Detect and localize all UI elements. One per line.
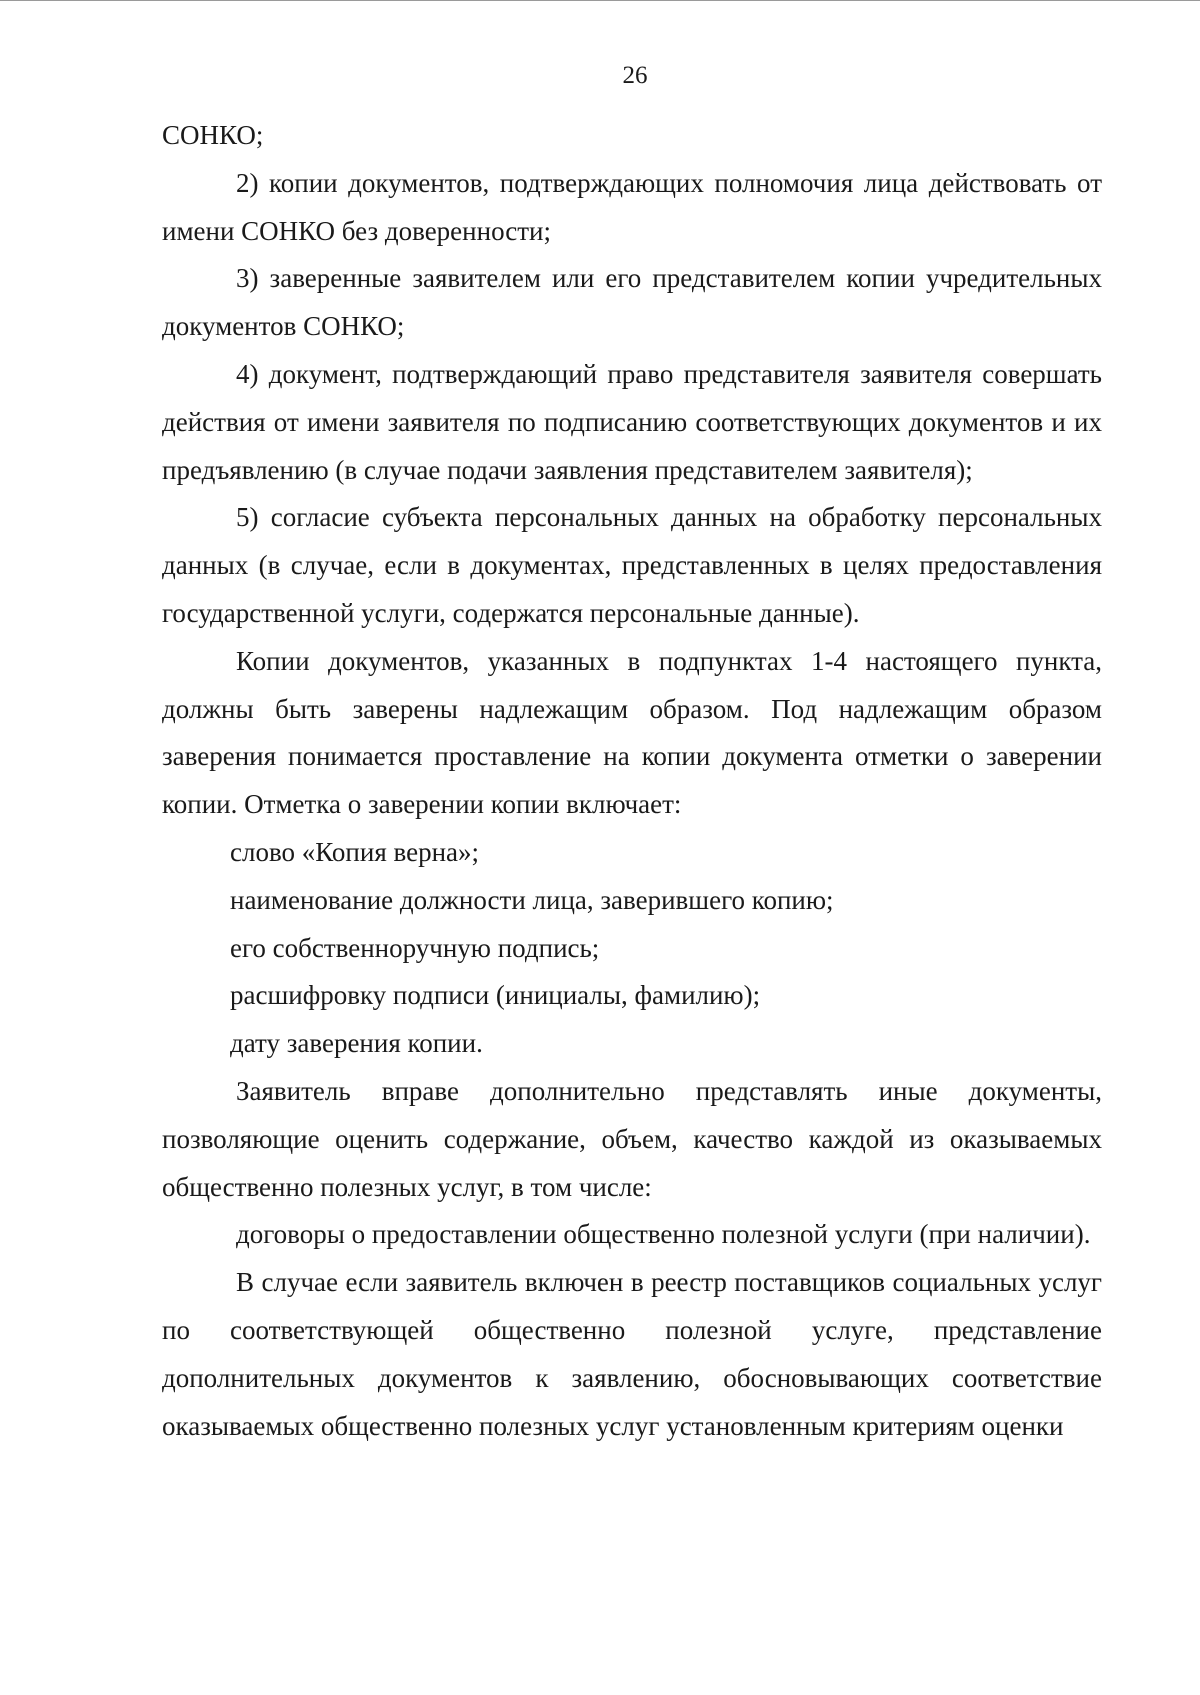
paragraph-contracts: договоры о предоставлении общественно полезной услуги (при наличии). [236,1219,1091,1250]
list-item-5: 5) согласие субъекта персональных данных на обработку персональных данных (в случае, если в документах, представленных в целях предоставления государственной услуги, содержатся персональные данные). [162,502,1102,628]
page-top-edge [0,0,1200,1]
list-item-2: 2) копии документов, подтверждающих полномочия лица действовать от имени СОНКО без доверенности; [162,167,1102,246]
certification-item-position: наименование должности лица, заверившего копию; [230,884,834,915]
document-body [162,112,1102,1450]
list-item-3: 3) заверенные заявителем или его представителем копии учредительных документов СОНКО; [162,263,1102,342]
page-number: 26 [622,62,648,89]
certification-item-copy-correct: слово «Копия верна»; [230,836,480,867]
paragraph-copies-certification: Копии документов, указанных в подпунктах 1-4 настоящего пункта, должны быть заверены надлежащим образом. Под надлежащим образом заверения понимается проставление на копии документа отметки о заверении копии. Отметка о заверении копии включает: [162,645,1102,820]
list-item-4: 4) документ, подтверждающий право представителя заявителя совершать действия от имени заявителя по подписанию соответствующих документов и их предъявлению (в случае подачи заявления представителем заявителя); [162,358,1102,485]
paragraph-sonko-continuation: СОНКО; [162,120,264,150]
certification-item-date: дату заверения копии. [230,1028,483,1059]
paragraph-additional-documents: Заявитель вправе дополнительно представлять иные документы, позволяющие оценить содержание, объем, качество каждой из оказываемых общественно полезных услуг, в том числе: [162,1075,1102,1202]
paragraph-registry-case: В случае если заявитель включен в реестр поставщиков социальных услуг по соответствующей общественно полезной услуге, представление дополнительных документов к заявлению, обосновывающих соответствие оказываемых общественно полезных услуг установленным критериям оценки [162,1267,1102,1441]
certification-item-signature: его собственноручную подпись; [230,932,600,963]
certification-item-signature-decoding: расшифровку подписи (инициалы, фамилию); [230,980,761,1011]
